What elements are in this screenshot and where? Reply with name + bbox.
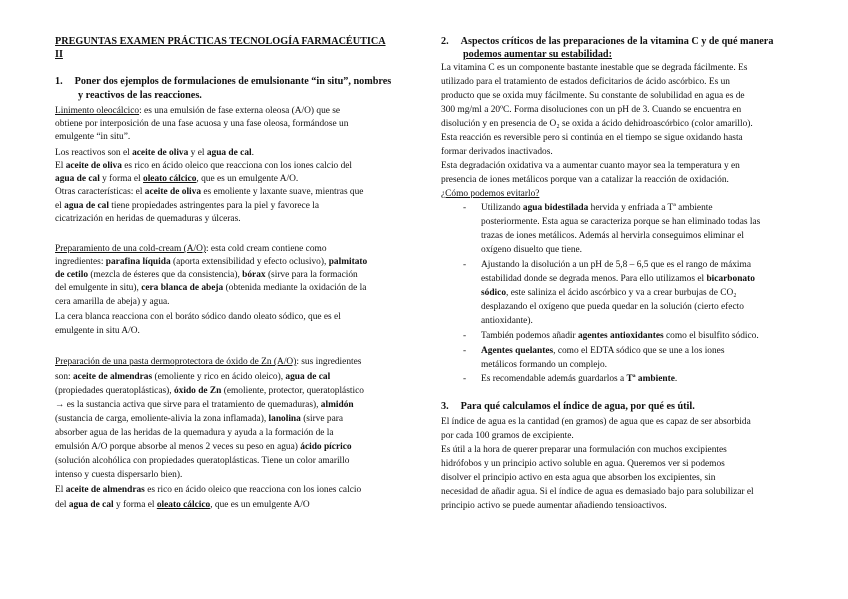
bold-term: palmitato — [328, 257, 368, 267]
bold-term: aceite de oliva — [132, 148, 189, 158]
paragraph-line — [55, 441, 352, 454]
bullet-line — [481, 202, 713, 215]
text-span: son: — [55, 372, 73, 382]
text-span: , que es un emulgente A/O — [210, 500, 310, 510]
text-span: , este saliniza el ácido ascórbico y va a crear burbujas de CO₂ — [506, 288, 737, 298]
text-span: tiene propiedades astringentes para la piel y favorece la — [108, 201, 319, 211]
question-text: Poner dos ejemplos de formulaciones de emulsionante “in situ”, nombres — [74, 76, 392, 87]
paragraph-line — [55, 105, 340, 118]
text-span: Los reactivos son el — [55, 148, 133, 158]
paragraph-line — [55, 499, 310, 512]
question-text: podemos aumentar su estabilidad: — [463, 49, 612, 60]
text-span: . — [674, 374, 678, 384]
bullet-dash: - — [463, 331, 467, 341]
paragraph-line: obtiene por interposición de una fase acuosa y una fase oleosa, formándose un — [55, 119, 349, 129]
page-title-line2: II — [55, 49, 63, 60]
bold-term: lanolina — [268, 414, 301, 424]
paragraph-line: cicatrización en heridas de quemaduras y úlceras. — [55, 214, 241, 224]
paragraph-line: utilizado para el tratamiento de estados deficitarios de ácido ascórbico. Es un — [441, 77, 730, 87]
text-span: : es una emulsión de fase externa oleosa (A/O) que se — [139, 106, 341, 116]
text-span: ingredientes: — [55, 257, 106, 267]
text-span: Utilizando — [481, 203, 523, 213]
paragraph-line: Esta reacción es reversible pero si continúa en el tiempo se sigue oxidando hasta — [441, 133, 743, 143]
text-span: del emulgente in situ), — [55, 283, 142, 293]
bold-term: agentes antioxidantes — [577, 331, 664, 341]
bold-term: agua de cal — [285, 372, 331, 382]
text-span: es emoliente y laxante suave, mientras que — [201, 187, 364, 197]
paragraph-line — [55, 186, 363, 199]
text-span: También podemos añadir — [481, 331, 578, 341]
text-span: (obtenida mediante la oxidación de la — [223, 283, 367, 293]
paragraph-line: La cera blanca reacciona con el boráto sódico dando oleato sódico, que es el — [55, 312, 341, 322]
bullet-dash: - — [463, 260, 467, 270]
question-number: 2. — [441, 36, 449, 47]
paragraph-line: producto que se oxida muy fácilmente. Su constante de solubilidad en agua es de — [441, 91, 745, 101]
paragraph-line — [55, 282, 366, 295]
paragraph-line: Es útil a la hora de querer preparar una formulación con muchos excipientes — [441, 445, 727, 455]
paragraph-line — [55, 269, 358, 282]
paragraph-line: ¿Cómo podemos evitarlo? — [441, 189, 540, 199]
bullet-line: desplazando el oxígeno que pueda quedar en la solución (cierto efecto — [481, 302, 744, 312]
paragraph-line — [55, 413, 343, 426]
paragraph-line — [55, 356, 361, 369]
bold-term: aceite de oliva — [65, 161, 122, 171]
text-span: El — [55, 161, 66, 171]
bullet-line — [481, 373, 677, 386]
paragraph-line: Esta degradación oxidativa va a aumentar cuanto mayor sea la temperatura y en — [441, 161, 740, 171]
bullet-line — [481, 330, 759, 343]
bold-term: bicarbonato — [706, 274, 755, 284]
bold-term: aceite de oliva — [144, 187, 202, 197]
bold-term: aceite de almendras — [72, 372, 153, 382]
paragraph-line: por cada 100 gramos de excipiente. — [441, 431, 574, 441]
text-span: (sirve para — [300, 414, 344, 424]
text-span: (mezcla de ésteres que da consistencia), — [88, 270, 243, 280]
bold-term: Tª ambiente — [626, 374, 675, 384]
paragraph-line: emulgente “in situ”. — [55, 132, 131, 142]
text-span: Otras características: el — [55, 187, 145, 197]
bullet-line — [481, 345, 725, 358]
underlined-term: Preparamiento de una cold-cream (A/O) — [55, 244, 206, 254]
bold-term: parafina líquida — [105, 257, 171, 267]
question-number: 1. — [55, 76, 63, 87]
bold-term: de cetilo — [55, 270, 89, 280]
bold-term: agua de cal — [206, 148, 252, 158]
paragraph-line: hidrófobos y un principio activo soluble en agua. Queremos ver si podemos — [441, 459, 725, 469]
text-span: (emoliente y rico en ácido oleico), — [152, 372, 286, 382]
bullet-line: oxígeno disuelto que tiene. — [481, 245, 583, 255]
paragraph-line — [55, 147, 254, 160]
bullet-line: Ajustando la disolución a un pH de 5,8 – 6,5 que es el rango de máxima — [481, 260, 751, 270]
text-span: hervida y enfriada a Tª ambiente — [588, 203, 713, 213]
text-span: es rico en ácido oleico que reacciona con los iones calcio del — [121, 161, 353, 171]
paragraph-line: disolución y en presencia de O₂ se oxida a ácido dehidroascórbico (color amarillo). — [441, 119, 753, 129]
text-span: (aporta extensibilidad y efecto oclusivo), — [170, 257, 329, 267]
paragraph-line: necesidad de añadir agua. Si el índice de agua es demasiado bajo para solubilizar el — [441, 487, 754, 497]
question-number: 3. — [441, 401, 449, 412]
bullet-dash: - — [463, 203, 467, 213]
paragraph-line — [55, 160, 352, 173]
bold-term: almidón — [320, 400, 354, 410]
bullet-line: posteriormente. Esta agua se caracteriza porque se han eliminado todas las — [481, 217, 761, 227]
text-span: Es recomendable además guardarlos a — [481, 374, 627, 384]
text-span: , que es un emulgente A/O. — [196, 174, 299, 184]
bullet-line: metálicos formando un complejo. — [481, 360, 608, 370]
bold-term: óxido de Zn — [173, 386, 222, 396]
paragraph-line: absorber agua de las heridas de la quemadura y ayuda a la formación de la — [55, 428, 334, 438]
paragraph-line: 300 mg/ml a 20ºC. Forma disoluciones con un pH de 3. Cuando se encuentra en — [441, 105, 742, 115]
bullet-line — [481, 287, 737, 300]
paragraph-line — [55, 399, 354, 412]
bold-term: agua de cal — [64, 201, 109, 211]
text-span: y forma el — [113, 500, 157, 510]
paragraph-line: emulgente in situ A/O. — [55, 326, 140, 336]
paragraph-line: presencia de iones metálicos porque van a catalizar la reacción de oxidación. — [441, 175, 729, 185]
bullet-line — [481, 273, 755, 286]
question-text: Para qué calculamos el índice de agua, por qué es útil. — [460, 401, 695, 412]
underlined-term: Preparación de una pasta dermoprotectora de óxido de Zn (A/O) — [55, 357, 297, 367]
paragraph-line — [55, 173, 298, 186]
paragraph-line — [55, 371, 330, 384]
paragraph-line: formar derivados inactivados. — [441, 147, 553, 157]
underlined-term: Linimento oleocálcico — [55, 106, 140, 116]
paragraph-line: cera amarilla de abeja) y agua. — [55, 297, 170, 307]
text-span: estabilidad donde se degrada menos. Para ello utilizamos el — [481, 274, 707, 284]
text-span: del — [55, 500, 69, 510]
bold-term: agua de cal — [68, 500, 114, 510]
question-1-heading-line2: y reactivos de las reacciones. — [78, 90, 202, 101]
text-span: : sus ingredientes — [296, 357, 362, 367]
text-span: , como el EDTA sódico que se une a los iones — [553, 346, 725, 356]
paragraph-line: La vitamina C es un componente bastante inestable que se degrada fácilmente. Es — [441, 63, 748, 73]
text-span: emulsión A/O porque absorbe al menos 2 veces su peso en agua) — [55, 442, 301, 452]
text-span: es rico en ácido oleico que reacciona con los iones calcio — [144, 485, 362, 495]
paragraph-line: (solución alcohólica con propiedades queratoplásticas. Tiene un color amarillo — [55, 456, 350, 466]
text-span: : esta cold cream contiene como — [205, 244, 327, 254]
question-text: Aspectos críticos de las preparaciones de la vitamina C y de qué manera — [460, 36, 774, 47]
page-title: PREGUNTAS EXAMEN PRÁCTICAS TECNOLOGÍA FARMACÉUTICA — [55, 36, 386, 47]
text-span: (sustancia de carga, emoliente-alivia la zona inflamada), — [55, 414, 269, 424]
bold-underlined-term: oleato cálcico — [156, 500, 211, 510]
bullet-dash: - — [463, 346, 467, 356]
text-span: y el — [188, 148, 207, 158]
bold-term: Agentes quelantes — [481, 346, 554, 356]
paragraph-line — [55, 385, 364, 398]
bold-term: ácido pícrico — [300, 442, 352, 452]
bullet-dash: - — [463, 374, 467, 384]
text-span: El — [55, 485, 66, 495]
bold-term: cera blanca de abeja — [141, 283, 224, 293]
bold-underlined-term: oleato cálcico — [143, 174, 197, 184]
bold-term: bórax — [242, 270, 266, 280]
paragraph-line — [55, 256, 367, 269]
question-2-heading — [441, 35, 773, 48]
text-span: . — [251, 148, 254, 158]
bold-term: agua de cal — [55, 174, 100, 184]
paragraph-line — [55, 243, 327, 256]
question-1-heading — [55, 75, 391, 88]
question-2-heading-line2 — [463, 48, 612, 61]
paragraph-line: principio activo se puede aumentar añadiendo tensioactivos. — [441, 501, 667, 511]
text-span: → es la sustancia activa que sirve para el tratamiento de quemaduras), — [55, 400, 321, 410]
paragraph-line: intenso y cuesta dispersarlo bien). — [55, 470, 183, 480]
paragraph-line — [55, 484, 361, 497]
bold-term: aceite de almendras — [65, 485, 145, 495]
text-span: (sirve para la formación — [265, 270, 358, 280]
paragraph-line: El índice de agua es la cantidad (en gramos) de agua que es capaz de ser absorbida — [441, 417, 751, 427]
text-span: como el bisulfito sódico. — [663, 331, 759, 341]
bold-term: agua bidestilada — [522, 203, 589, 213]
text-span: (emoliente, protector, queratoplástico — [221, 386, 364, 396]
question-3-heading — [441, 400, 695, 413]
text-span: y forma el — [99, 174, 144, 184]
paragraph-line — [55, 200, 319, 213]
bullet-line: trazas de iones metálicos. Además al hervirla conseguimos eliminar el — [481, 231, 744, 241]
bold-term: sódico — [481, 288, 507, 298]
paragraph-line: disolver el principio activo en esta agua que absorben los excipientes, sin — [441, 473, 716, 483]
text-span: (propiedades queratoplásticas), — [55, 386, 174, 396]
bullet-line: antioxidante). — [481, 316, 533, 326]
text-span: el — [55, 201, 65, 211]
